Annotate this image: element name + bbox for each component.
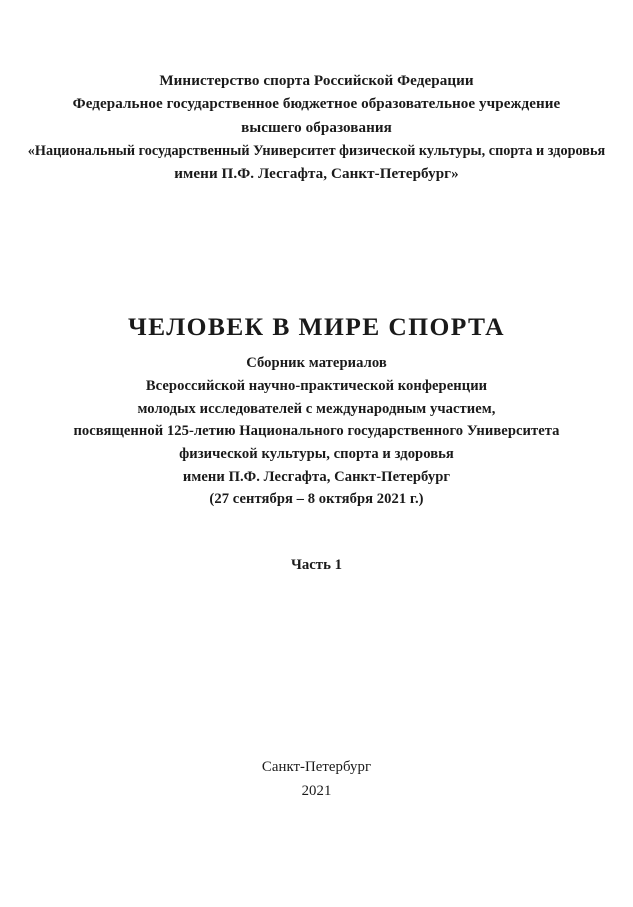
dedication-continuation-line: физической культуры, спорта и здоровья	[179, 446, 454, 462]
education-level-line: высшего образования	[241, 119, 392, 136]
participants-line: молодых исследователей с международным участием,	[137, 400, 496, 417]
part-label: Часть 1	[290, 557, 343, 573]
university-name-continuation-line: имени П.Ф. Лесгафта, Санкт-Петербург»	[174, 166, 459, 182]
university-name-line: «Национальный государственный Университет физической культуры, спорта и здоровья	[27, 143, 606, 159]
collection-type-line: Сборник материалов	[246, 355, 387, 371]
ministry-line: Министерство спорта Российской Федерации	[159, 73, 474, 89]
dedication-name-line: имени П.Ф. Лесгафта, Санкт-Петербург	[182, 468, 451, 485]
conference-name-line: Всероссийской научно-практической конференции	[145, 378, 488, 394]
anniversary-dedication-line: посвященной 125-летию Национального государственного Университета	[73, 423, 560, 439]
institution-type-line: Федеральное государственное бюджетное образовательное учреждение	[72, 96, 561, 112]
conference-dates-line: (27 сентября – 8 октября 2021 г.)	[209, 491, 424, 507]
publication-year: 2021	[301, 783, 332, 799]
page-title: ЧЕЛОВЕК В МИРЕ СПОРТА	[128, 312, 505, 342]
publication-city: Санкт-Петербург	[261, 759, 372, 775]
